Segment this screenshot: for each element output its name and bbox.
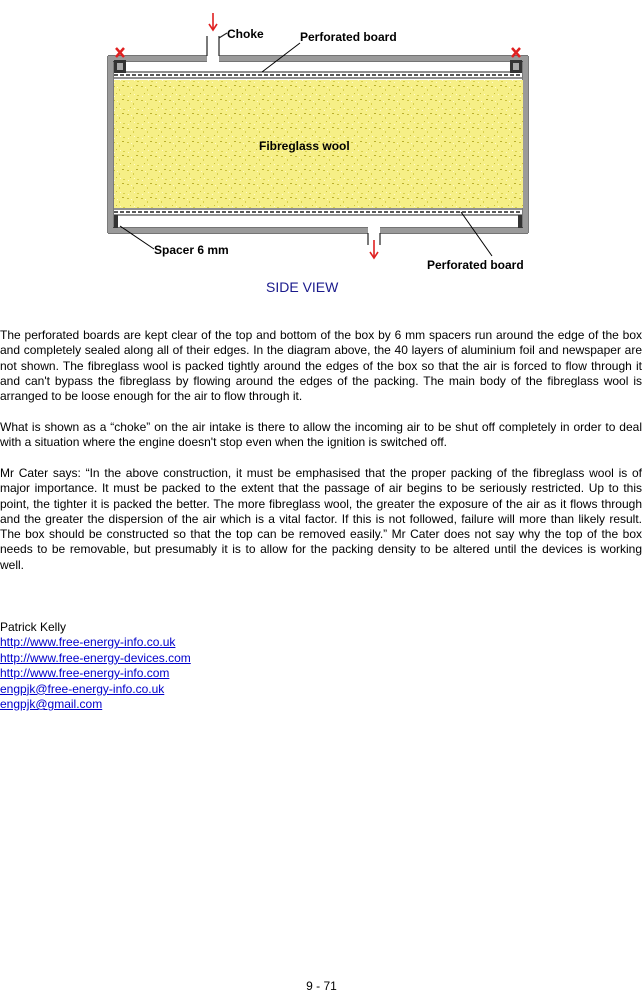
signature-block [0, 620, 191, 712]
label-spacer: Spacer 6 mm [154, 243, 229, 257]
perforated-board-bottom [114, 209, 522, 215]
inlet-arrow-icon [209, 13, 217, 30]
lid-right [219, 56, 528, 61]
choke-inlet [207, 33, 227, 56]
clamp-icon [510, 48, 522, 73]
diagram-caption: SIDE VIEW [266, 279, 339, 295]
link-free-energy-info-co-uk[interactable]: http://www.free-energy-info.co.uk [0, 635, 176, 650]
base-right [380, 228, 528, 233]
label-choke: Choke [227, 27, 264, 41]
label-perforated-board-top: Perforated board [300, 30, 397, 44]
right-wall [523, 56, 528, 233]
left-wall [108, 56, 113, 233]
spacer-left [114, 215, 118, 228]
outlet-arrow-icon [370, 240, 378, 258]
perforated-board-top [114, 72, 522, 78]
email-link-gmail[interactable]: engpjk@gmail.com [0, 697, 103, 712]
page-number: 9 - 71 [306, 979, 337, 993]
paragraph-spacers: The perforated boards are kept clear of the top and bottom of the box by 6 mm spacers run around the edge of the box and completely sealed along all of their edges. In the diagram above, the 40 layers of aluminium foil and newspaper are not shown. The fibreglass wool is packed tightly around the edges of the box so that the air is forced to flow through it and can't bypass the fibreglass by flowing around the edges of the packing. The main body of the fibreglass wool is arranged to be loose enough for the air to flow through it. [0, 328, 642, 404]
label-fibreglass-wool: Fibreglass wool [259, 139, 350, 153]
paragraph-choke: What is shown as a “choke” on the air intake is there to allow the incoming air to be shut off completely in order to deal with a situation where the engine doesn't stop even when the ignition is switched off. [0, 420, 642, 450]
paragraph-cater-quote: Mr Cater says: “In the above construction, it must be emphasised that the proper packing of the fibreglass wool is of major importance. It must be packed to the extent that the passage of air begins to be seriously restricted. Up to this point, the tighter it is packed the better. The more fibreglass wool, the greater the exposure of the air as it flows through and the greater the dispersion of the air which is a vital factor. If this is not followed, failure will more than likely result. The box should be constructed so that the top can be removed easily.” Mr Cater does not say why the top of the box needs to be removable, but presumably it is to allow for the packing density to be altered until the devices is working well. [0, 466, 642, 572]
label-perforated-board-bottom: Perforated board [427, 258, 524, 272]
link-free-energy-info-com[interactable]: http://www.free-energy-info.com [0, 666, 170, 681]
clamp-icon [114, 48, 126, 73]
link-free-energy-devices[interactable]: http://www.free-energy-devices.com [0, 650, 191, 665]
email-link-co-uk[interactable]: engpjk@free-energy-info.co.uk [0, 681, 165, 696]
spacer-right [518, 215, 522, 228]
author-name: Patrick Kelly [0, 620, 67, 634]
side-view-diagram [0, 0, 643, 300]
base-left [108, 228, 368, 233]
